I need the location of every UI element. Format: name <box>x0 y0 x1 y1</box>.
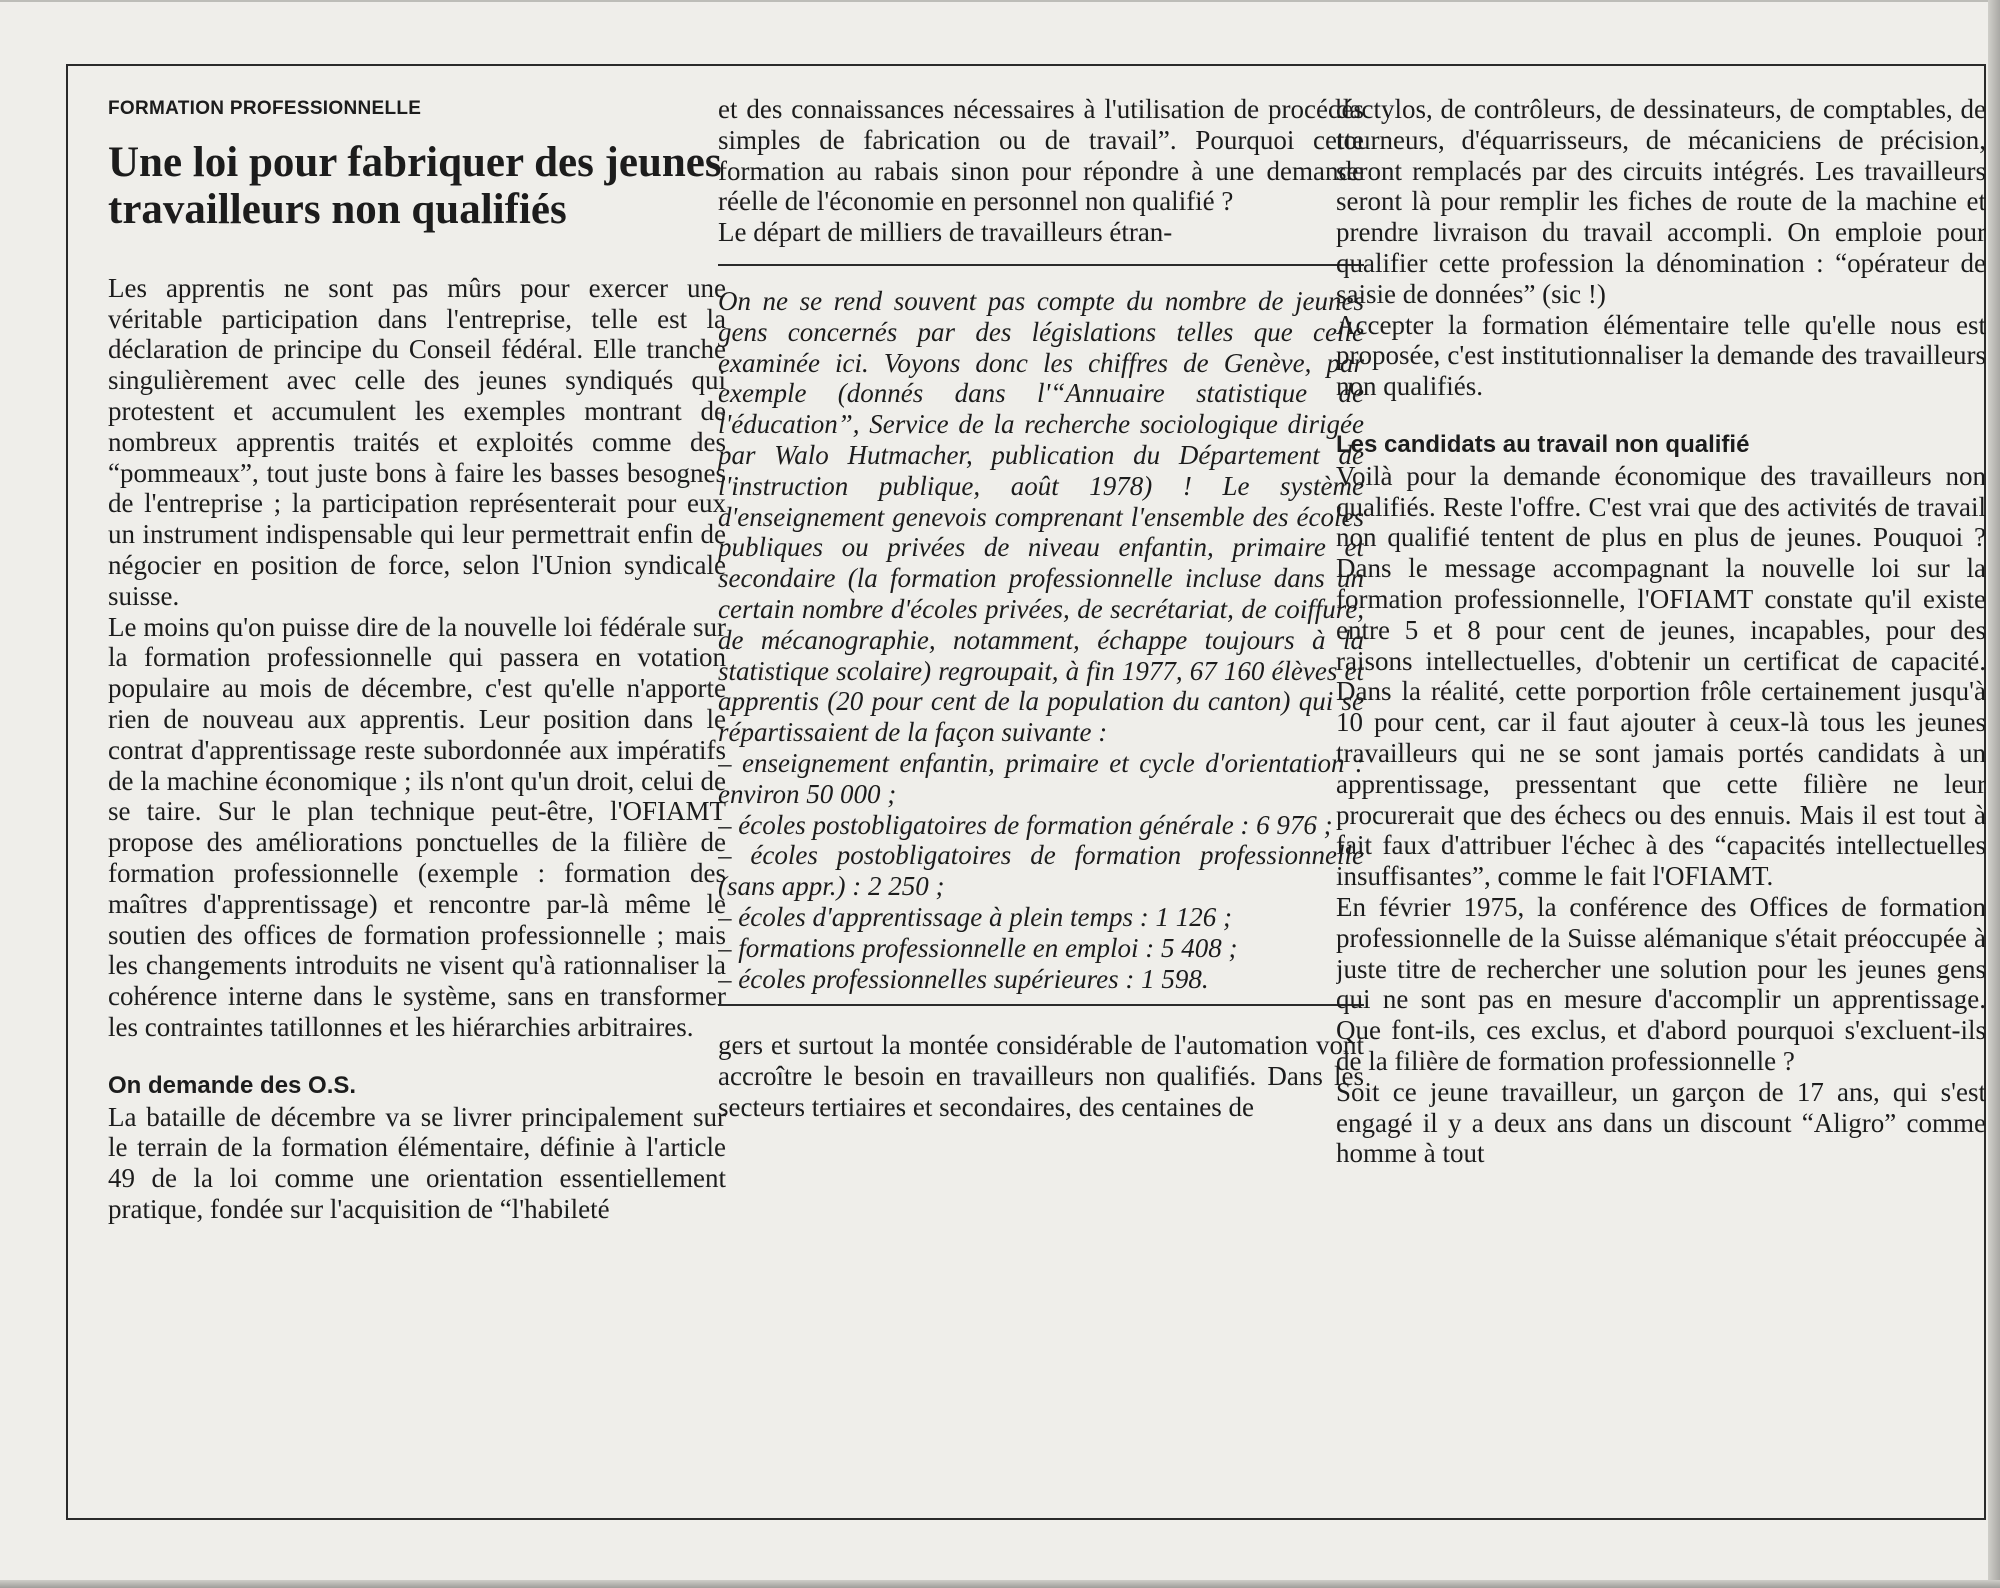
page-bottom-edge <box>0 1580 2000 1588</box>
inset-top-rule <box>718 264 1364 266</box>
inset-item-4: – écoles d'apprentissage à plein temps : 1 126 ; <box>718 901 1232 932</box>
subhead-os: On demande des O.S. <box>108 1071 357 1099</box>
page-right-edge <box>1988 0 2000 1588</box>
section-label: FORMATION PROFESSIONNELLE <box>108 98 422 119</box>
inset-item-3: – écoles postobligatoires de formation professionnelle (sans appr.) : 2 250 ; <box>718 840 1364 902</box>
inset-paragraph: On ne se rend souvent pas compte du nombre de jeunes gens concernés par des législations telles que celle examinée ici. Voyons donc les chiffres de Genève, par exemple (donnés dans l'“Annuaire statistique de l'éducation”, Service de la recherche sociologique dirigée par Walo Hutmacher, publication du Département de l'instruction publique, août 1978) ! Le système d'enseignement genevois comprenant l'ensemble des écoles publiques ou privées de niveau enfantin, primaire et secondaire (la formation professionnelle incluse dans un certain nombre d'écoles privées, de secrétariat, de coiffure, de mécanographie, notamment, échappe toujours à la statistique scolaire) regroupait, à fin 1977, 67 160 élèves et apprentis (20 pour cent de la population du canton) qui se répartissaient de la façon suivante : <box>718 285 1364 748</box>
inset-item-5: – formations professionnelle en emploi : 5 408 ; <box>718 932 1238 963</box>
article-frame <box>66 64 1986 1520</box>
column-2 <box>718 94 1364 1123</box>
col2-paragraph-1: et des connaissances nécessaires à l'utilisation de procédés simples de fabrication ou de travail”. Pourquoi cette formation au rabais sinon pour répondre à une demande réelle de l'économie en personnel non qualifié ? <box>718 94 1364 217</box>
col3-paragraph-4: En février 1975, la conférence des Offices de formation professionnelle de la Suisse alémanique s'était préoccupée à juste titre de rechercher une solution pour les jeunes gens qui ne sont pas en mesure d'accomplir un apprentissage. Que font-ils, ces exclus, et d'abord pourquoi s'excluent-ils de la filière de formation professionnelle ? <box>1336 891 1986 1076</box>
col3-paragraph-5: Soit ce jeune travailleur, un garçon de 17 ans, qui s'est engagé il y a deux ans dans un discount “Aligro” comme homme à tout <box>1336 1076 1986 1169</box>
inset-bottom-rule <box>718 1004 1364 1006</box>
column-3 <box>1336 94 1986 1169</box>
column-1 <box>108 94 726 1225</box>
inset-item-6: – écoles professionnelles supérieures : 1 598. <box>718 963 1209 994</box>
col1-paragraph-1: Les apprentis ne sont pas mûrs pour exercer une véritable participation dans l'entreprise, telle est la déclaration de principe du Conseil fédéral. Elle tranche singulièrement avec celle des jeunes syndiqués qui protestent et accumulent les exemples montrant de nombreux apprentis traités et exploités comme des “pommeaux”, tout juste bons à faire les basses besognes de l'entreprise ; la participation représenterait pour eux un instrument indispensable qui leur permettrait enfin de négocier en position de force, selon l'Union syndicale suisse. <box>108 272 726 611</box>
inset-item-2: – écoles postobligatoires de formation générale : 6 976 ; <box>718 809 1333 840</box>
col3-paragraph-2: Accepter la formation élémentaire telle qu'elle nous est proposée, c'est institutionnaliser la demande des travailleurs non qualifiés. <box>1336 309 1986 402</box>
inset-item-1: – enseignement enfantin, primaire et cycle d'orientation : environ 50 000 ; <box>718 747 1364 809</box>
col3-paragraph-3: Voilà pour la demande économique des travailleurs non qualifiés. Reste l'offre. C'est vrai que des activités de travail non qualifié tentent de plus en plus de jeunes. Pouquoi ? Dans le message accompagnant la nouvelle loi sur la formation professionnelle, l'OFIAMT constate qu'il existe entre 5 et 8 pour cent de jeunes, incapables, pour des raisons intellectuelles, d'obtenir un certificat de capacité. Dans la réalité, cette porportion frôle certainement jusqu'à 10 pour cent, car il faut ajouter à ceux-là tous les jeunes travailleurs qui ne se sont jamais portés candidats à un apprentissage, pressentant que cette filière ne leur procurerait que des échecs ou des ennuis. Mais il est tout à fait faux d'attribuer l'échec à des “capacités intellectuelles insuffisantes”, comme le fait l'OFIAMT. <box>1336 460 1986 892</box>
col1-paragraph-2: Le moins qu'on puisse dire de la nouvelle loi fédérale sur la formation professionnelle qui passera en votation populaire au mois de décembre, c'est qu'elle n'apporte rien de nouveau aux apprentis. Leur position dans le contrat d'apprentissage reste subordonnée aux impératifs de la machine économique ; ils n'ont qu'un droit, celui de se taire. Sur le plan technique peut-être, l'OFIAMT propose des améliorations ponctuelles de la filière de formation professionnelle (exemple : formation des maîtres d'apprentissage) et rencontre par-là même le soutien des offices de formation professionnelle ; mais les changements introduits ne visent qu'à rationnaliser la cohérence interne dans le système, sans en transformer les contraintes tatillonnes et les hiérarchies arbitraires. <box>108 611 726 1042</box>
col1-paragraph-3: La bataille de décembre va se livrer principalement sur le terrain de la formation élémentaire, définie à l'article 49 de la loi comme une orientation essentiellement pratique, fondée sur l'acquisition de “l'habileté <box>108 1101 726 1224</box>
subhead-candidats: Les candidats au travail non qualifié <box>1336 430 1750 458</box>
statistics-inset <box>718 286 1364 994</box>
top-edge <box>0 0 2000 2</box>
headline: Une loi pour fabriquer des jeunes travailleurs non qualifiés <box>108 138 722 233</box>
col3-paragraph-1: dactylos, de contrôleurs, de dessinateurs, de comptables, de tourneurs, d'équarrisseurs, de mécaniciens de précision, seront remplacés par des circuits intégrés. Les travailleurs seront là pour remplir les fiches de route de la machine et prendre livraison du travail accompli. On emploie pour qualifier cette profession la dénomination : “opérateur de saisie de données” (sic !) <box>1336 94 1986 309</box>
col2-paragraph-2: Le départ de milliers de travailleurs étran- <box>718 217 1173 248</box>
col2-paragraph-3: gers et surtout la montée considérable de l'automation vont accroître le besoin en travailleurs non qualifiés. Dans les secteurs tertiaires et secondaires, des centaines de <box>718 1030 1364 1122</box>
